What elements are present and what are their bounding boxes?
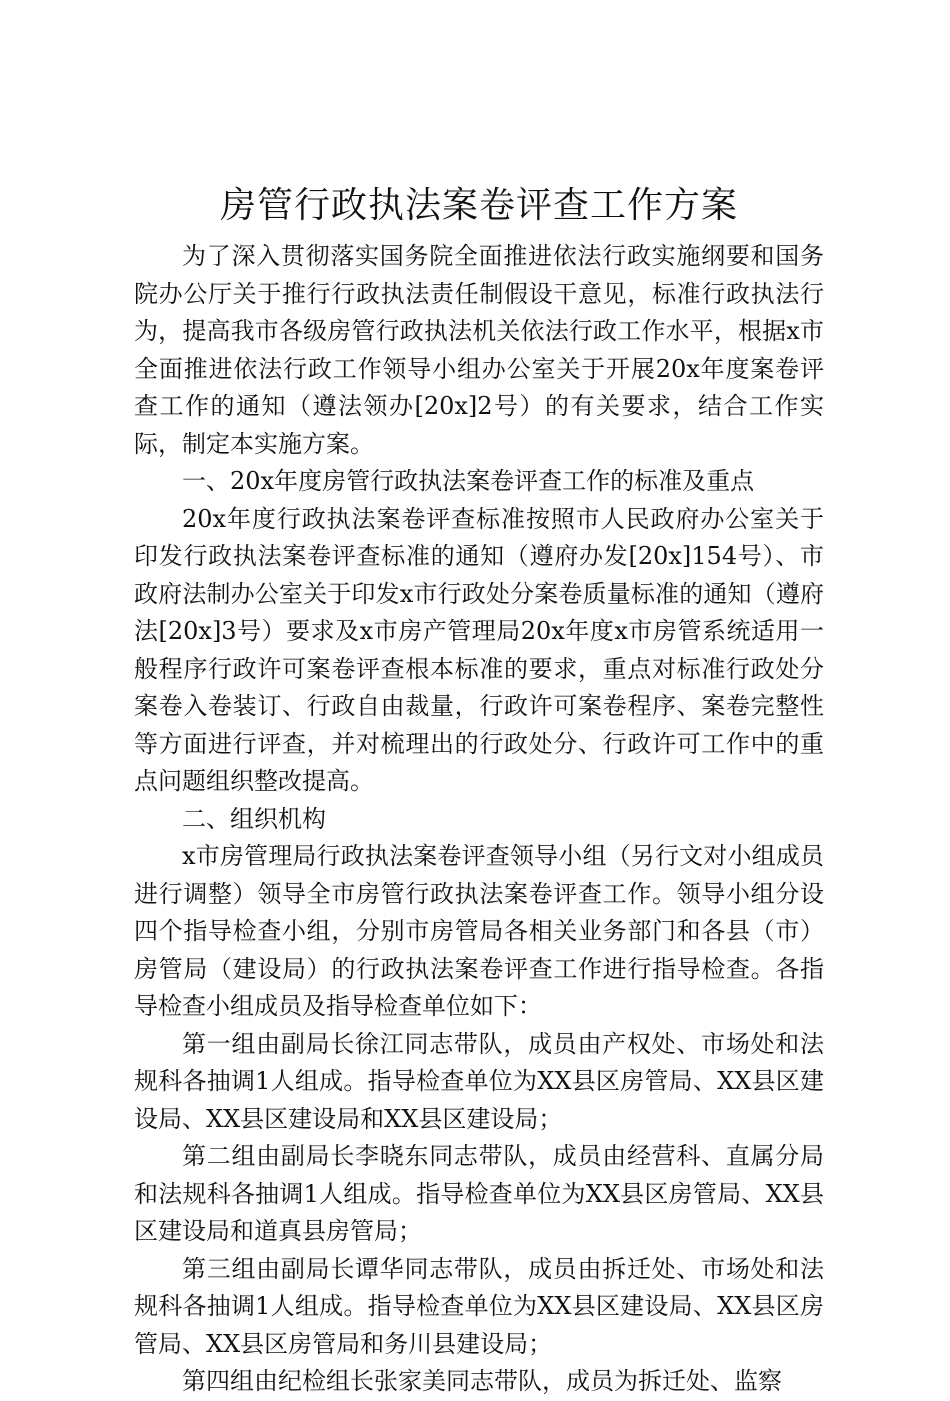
group-four-paragraph: 第四组由纪检组长张家美同志带队，成员为拆迁处、监察 (182, 1367, 782, 1395)
group-three-paragraph: 第三组由副局长谭华同志带队，成员由拆迁处、市场处和法规科各抽调1人组成。指导检查单位为XX县区建设局、XX县区房管局、XX县区房管局和务川县建设局； (134, 1254, 824, 1358)
organization-paragraph: x市房管理局行政执法案卷评查领导小组（另行文对小组成员进行调整）领导全市房管行政执法案卷评查工作。领导小组分设四个指导检查小组，分别市房管局各相关业务部门和各县（市）房管局（建设局）的行政执法案卷评查工作进行指导检查。各指导检查小组成员及指导检查单位如下： (134, 842, 824, 1020)
group-one-paragraph: 第一组由副局长徐江同志带队，成员由产权处、市场处和法规科各抽调1人组成。指导检查单位为XX县区房管局、XX县区建设局、XX县区建设局和XX县区建设局； (134, 1029, 824, 1133)
document-page (134, 178, 824, 1401)
section-heading-organization: 二、组织机构 (182, 804, 326, 833)
standards-paragraph: 20x年度行政执法案卷评查标准按照市人民政府办公室关于印发行政执法案卷评查标准的通知（遵府办发[20x]154号）、市政府法制办公室关于印发x市行政处分案卷质量标准的通知（遵府法[20x]3号）要求及x市房产管理局20x年度x市房管系统适用一般程序行政许可案卷评查根本标准的要求，重点对标准行政处分案卷入卷装订、行政自由裁量，行政许可案卷程序、案卷完整性等方面进行评查，并对梳理出的行政处分、行政许可工作中的重点问题组织整改提高。 (134, 504, 824, 795)
group-two-paragraph: 第二组由副局长李晓东同志带队，成员由经营科、直属分局和法规科各抽调1人组成。指导检查单位为XX县区房管局、XX县区建设局和道真县房管局； (134, 1142, 824, 1245)
document-title: 房管行政执法案卷评查工作方案 (219, 185, 738, 226)
section-heading-standards: 一、20x年度房管行政执法案卷评查工作的标准及重点 (182, 467, 755, 495)
intro-paragraph: 为了深入贯彻落实国务院全面推进依法行政实施纲要和国务院办公厅关于推行行政执法责任制假设干意见，标准行政执法行为，提高我市各级房管行政执法机关依法行政工作水平，根据x市全面推进依法行政工作领导小组办公室关于开展20x年度案卷评查工作的通知（遵法领办[20x]2号）的有关要求，结合工作实际，制定本实施方案。 (134, 242, 824, 458)
